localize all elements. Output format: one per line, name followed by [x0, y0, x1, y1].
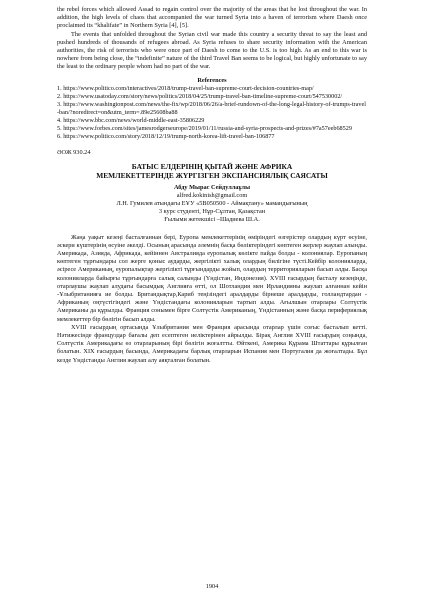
page-number: 1904	[205, 583, 219, 590]
reference-item: 4. https://www.bbc.com/news/world-middle-east-35806229	[57, 116, 205, 124]
reference-item: 3. https://www.washingtonpost.com/news/the-fix/wp/2018/06/26/a-brief-rundown-of-the-long-legal-history-of-trumps-travel-ban/?noredirect=on&utm_term=.89e25608ba88	[57, 100, 366, 116]
reference-item: 2. https://www.usatoday.com/story/news/politics/2018/04/25/trump-travel-ban-timeline-supreme-court/547530002/	[57, 92, 343, 100]
udc-code: ӘОЖ 930.24	[57, 148, 91, 156]
references-list	[57, 85, 367, 141]
paragraph-conclusion: The events that unfolded throughout the Syrian civil war made this country a security threat to say the least and pushed hundreds of thousands of refugees abroad. As Syria refuses to share security information with the American authorities, the risk of terrorists who were once part of Daesh to come to the U.S. is too high. As an end to this war is nowhere from being close, the “indefinite” nature of the third Travel Ban seems to be logical, but highly unfortunate to say the least to the ordinary people whom had no part of the war.	[57, 30, 367, 71]
reference-item: 1. https://www.politico.com/interactives/2018/trump-travel-ban-supreme-court-decision-countries-map/	[57, 84, 314, 92]
author-name: Абду Мырас Сейдуллаұлы	[173, 183, 251, 191]
author-email: alfred.kokinish@gmail.com	[176, 191, 248, 199]
article-title-line1: БАТЫС ЕЛДЕРІНІҢ ҚЫТАЙ ЖӘНЕ АФРИКА	[131, 161, 293, 171]
author-affiliation: Л.Н. Гумилев атындағы ЕҰУ «5В050500 - Аймақтану» мамандығының	[116, 199, 308, 207]
paragraph-continued: the rebel forces which allowed Assad to regain control over the majority of the areas that he lost throughout the war. In addition, the high levels of chaos that accompanied the war turned Syria into a haven of terrorism where Daesh once proclaimed its “khalifate” in Northern Syria [4], [5].	[57, 6, 367, 30]
references-heading: References	[197, 76, 227, 84]
article-title-line2: МЕМЛЕКЕТТЕРІНДЕ ЖҮРГІЗГЕН ЭКСПАНСИЯЛЫҚ САЯСАТЫ	[96, 170, 328, 180]
reference-item: 6. https://www.politico.com/story/2018/12/19/trump-north-korea-lift-travel-ban-106877	[57, 132, 275, 140]
body-paragraph: Жаңа уақыт кезеңі басталғаннан бері, Еуропа мемлекеттерінің өміріндегі өзгерістер олардың күрт өсуіне, әскери күштерінің өсуіне әкелді. Осының арасында әлемнің басқа бөліктеріндегі көптеген жерлер жаулап алынды. Америкада, Азияда, Африкада, кейіннен Австралияда еуропалық көлікте пайда болды - колониялар. Еуропаның көптеген тұрғындары сол жерге қоныс аударды, жергілікті халық олардың билігіне түсті.Кейбір колонияларда, әсіресе Американың, еуропалықтар жергілікті тұрғындарды жойып, олардың территорияларын басып алды. Басқа колонияларда байырғы тұрғындарға салық салынды (Үндістан, Индонезия). XVIII ғасырдың басталу кезеңінде, отарлаушы жаулап алудағы басымдық Англияға өтті, ол Шотландия мен Ирландияны жаулап алғаннан кейін -Ұлыбританияға ие болды. Британдықтар,Кариб теңізіндегі аралдарды бірнеше аралдарды, голландтардан - Африканың оңтүстігіндегі және Үндістандағы колонияларын тартып алды. Ағылшын отарлары Солтүстік Американы да құрылды. Франция сонымен бірге Солтүстік Американың, Үндістанның және басқа перифериялық мемлекеттер бір бөлігін басып алды.	[57, 233, 367, 323]
body-paragraph: XVIII ғасырдың ортасында Ұлыбритания мен Франция арасында отарлар үшін соғыс басталып кетті. Нәтижесінде француздар бағалы деп есептеген иеліктерінен айрылды. Бірақ Англия XVIII ғасырдың соңында, Солтүстік Америкадағы өз отарларының бірі бөлігін жоғалтты. Өйткені, Америка Құрама Штаттары құрылған болатын. XIX ғасырдың басында, Америкадағы барлық отарларын Испания мен Португалия да жоғалтады. Бұл кезде Үндістанды Англия жаулап алу аяқталған болатын.	[57, 323, 367, 364]
author-status: 3 курс студенті, Нұр-Сұлтан, Қазақстан	[158, 207, 266, 215]
supervisor: Ғылыми жетекшісі –Шадиева Ш.А.	[164, 215, 260, 223]
reference-item: 5. https://www.forbes.com/sites/jamesrodgerseurope/2019/01/11/russia-and-syria-prospects-and-prizes/#7a57eeb68529	[57, 124, 352, 132]
